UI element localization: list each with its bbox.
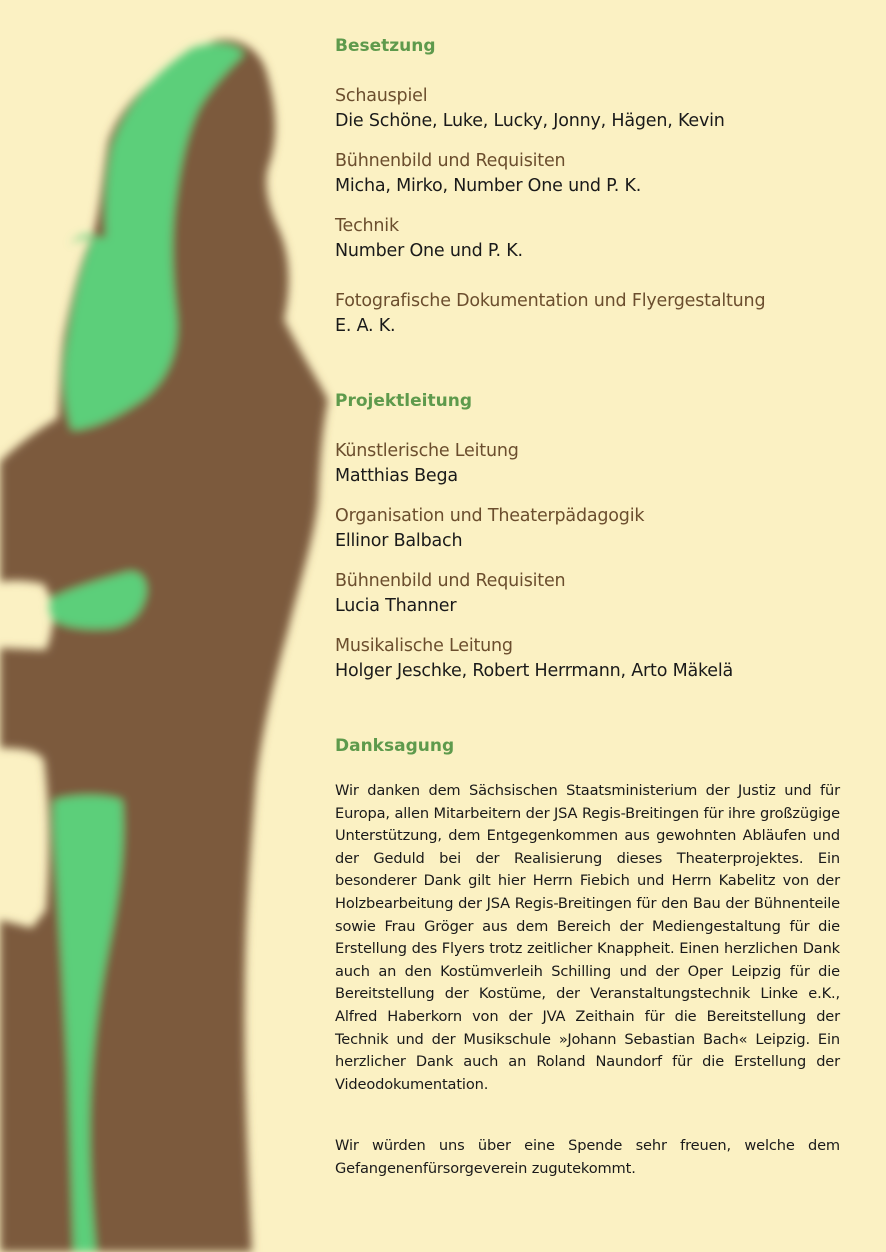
role-value-buehnenbild: Micha, Mirko, Number One und P. K. (335, 176, 642, 196)
role-value-organisation: Ellinor Balbach (335, 531, 463, 551)
role-label-schauspiel: Schauspiel (335, 86, 428, 106)
role-value-fotografie: E. A. K. (335, 316, 396, 336)
danksagung-text: Wir danken dem Sächsischen Staatsministerium der Justiz und für Europa, allen Mitarbeitern der JSA Regis-Breitingen für ihre großzügige Unterstützung, dem Entgegenkommen aus gewohnten Abläufen und der Geduld bei der Realisierung dieses Theaterprojektes. Ein besonderer Dank gilt hier Herrn Fiebich und Herrn Kabelitz von der Holzbearbeitung der JSA Regis-Breitingen für den Bau der Bühnenteile sowie Frau Gröger aus dem Bereich der Mediengestaltung für die Erstellung des Flyers trotz zeitlicher Knappheit. Einen herzlichen Dank auch an den Kostümverleih Schilling und der Oper Leipzig für die Bereitstellung der Kostüme, der Veranstaltungstechnik Linke e.K., Alfred Haberkorn von der JVA Zeithain für die Bereitstellung der Technik und der Musikschule »Johann Sebastian Bach« Leipzig. Ein herzlicher Dank auch an Roland Naundorf für die Erstellung der Videodokumentation. (335, 782, 840, 1093)
role-value-kuenstlerische-leitung: Matthias Bega (335, 466, 458, 486)
role-label-musikalische-leitung: Musikalische Leitung (335, 636, 513, 656)
role-label-organisation: Organisation und Theaterpädagogik (335, 506, 645, 526)
role-label-buehnenbild-leitung: Bühnenbild und Requisiten (335, 571, 566, 591)
role-value-schauspiel: Die Schöne, Luke, Lucky, Jonny, Hägen, Kevin (335, 111, 725, 131)
projektleitung-heading: Projektleitung (335, 391, 472, 411)
role-value-buehnenbild-leitung: Lucia Thanner (335, 596, 457, 616)
role-label-kuenstlerische-leitung: Künstlerische Leitung (335, 441, 519, 461)
role-label-fotografie: Fotografische Dokumentation und Flyergestaltung (335, 291, 766, 311)
besetzung-heading: Besetzung (335, 36, 436, 56)
danksagung-heading: Danksagung (335, 736, 455, 756)
role-value-musikalische-leitung: Holger Jeschke, Robert Herrmann, Arto Mäkelä (335, 661, 734, 681)
donation-text: Wir würden uns über eine Spende sehr freuen, welche dem Gefangenenfürsorgeverein zugutekommt. (335, 1137, 840, 1177)
role-label-buehnenbild: Bühnenbild und Requisiten (335, 151, 566, 171)
role-value-technik: Number One und P. K. (335, 241, 523, 261)
role-label-technik: Technik (335, 216, 399, 236)
